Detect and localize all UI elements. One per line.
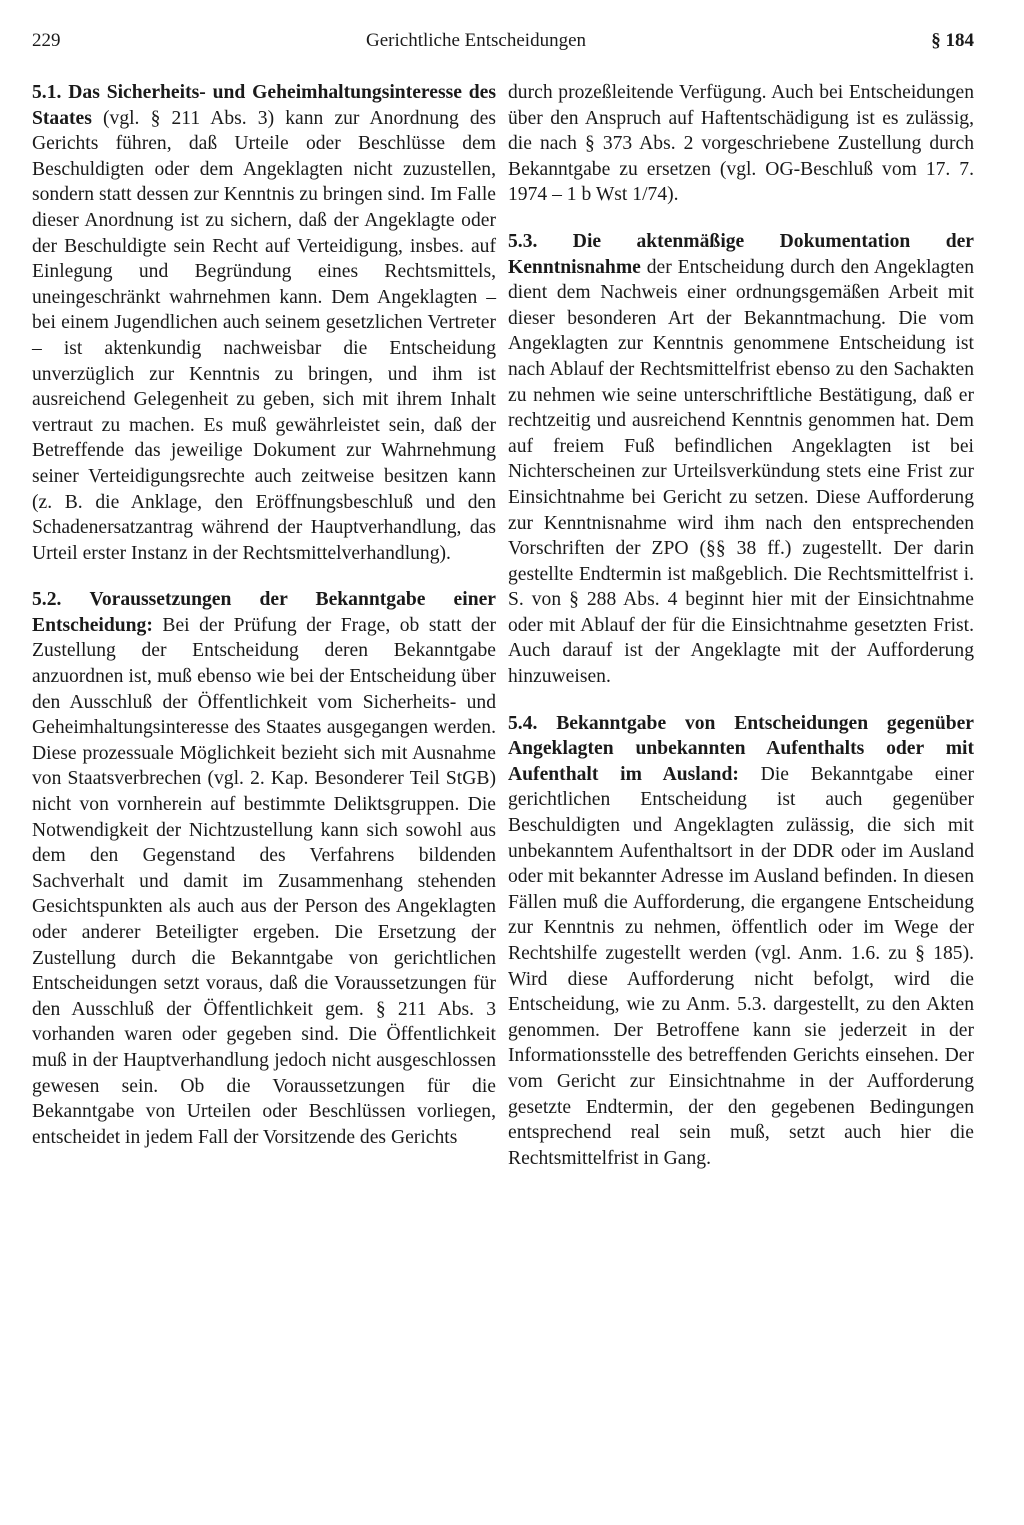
section-body: Bei der Prüfung der Frage, ob statt der Zustellung der Entscheidung deren Bekanntgabe anzuordnen ist, muß ebenso wie bei der Entscheidung über den Ausschluß der Öffentlichkeit vom Sicherheits- und Geheimhaltungsinteresse des Staates ausgegangen werden. Diese prozessuale Möglichkeit bezieht sich mit Ausnahme von Staatsverbrechen (vgl. 2. Kap. Besonderer Teil StGB) nicht von vornherein auf bestimmte Deliktsgruppen. Die Notwendigkeit der Nichtzustellung kann sich sowohl aus dem den Gegenstand des Verfahrens bildenden Sachverhalt und damit im Zusammenhang stehenden Gesichtspunkten als auch aus der Person des Angeklagten oder anderer Beteiligter ergeben. Die Ersetzung der Zustellung durch die Bekanntgabe von gerichtlichen Entscheidungen setzt voraus, daß die Voraussetzungen für den Ausschluß der Öffentlichkeit gem. § 211 Abs. 3 vorhanden waren oder gegeben sind. Die Öffentlichkeit muß in der Hauptverhandlung jedoch nicht ausgeschlossen gewesen sein. Ob die Voraussetzungen für die Bekanntgabe von Urteilen oder Beschlüssen vorliegen, entscheidet in jedem Fall der Vorsitzende des Gerichts [32, 614, 496, 1148]
section-5-1 [32, 80, 496, 566]
section-heading: Bekanntgabe von Entscheidungen gegenüber Angeklagten unbekannten Aufenthalts oder mit Aufenthalt im Ausland: [508, 712, 975, 785]
section-number: 5.3. [508, 230, 538, 252]
section-number: 5.2. [32, 589, 62, 611]
section-number: 5.4. [508, 712, 538, 734]
section-body: durch prozeßleitende Verfügung. Auch bei Entscheidungen über den Anspruch auf Haftentschädigung ist es zulässig, die nach § 373 Abs. 2 vorgeschriebene Zustellung durch Bekanntgabe zu ersetzen (vgl. OG-Beschluß vom 17. 7. 1974 – 1 b Wst 1/74). [508, 82, 974, 206]
section-body: der Entscheidung durch den Angeklagten dient dem Nachweis einer ordnungsgemäßen Arbeit mit dieser besonderen Art der Bekanntmachung. Die vom Angeklagten zur Kenntnis genommene Entscheidung ist nach Ablauf der Rechtsmittelfrist ebenso zu den Sachakten zu nehmen wie seine unterschriftliche Bestätigung, daß er rechtzeitig und ausreichend Kenntnis genommen hat. Dem auf freiem Fuß befindlichen Angeklagten ist bei Nichterscheinen zur Urteilsverkündung stets eine Frist zur Einsichtnahme bei Gericht zu setzen. Diese Aufforderung zur Kenntnisnahme wird ihm nach den entsprechenden Vorschriften der ZPO (§§ 38 ff.) zugestellt. Der darin gestellte Endtermin ist maßgeblich. Die Rechtsmittelfrist i. S. von § 288 Abs. 4 beginnt hier mit der Einsichtnahme oder mit Ablauf der für die Einsichtnahme gesetzten Frist. Auch darauf ist der Angeklagte mit der Aufforderung hinzuweisen. [508, 256, 974, 688]
section-number: 5.1. [32, 82, 62, 103]
section-body: (vgl. § 211 Abs. 3) kann zur Anordnung des Gerichts führen, daß Urteile oder Beschlüsse dem Beschuldigten oder dem Angeklagten nicht zuzustellen, sondern statt dessen zur Kenntnis zu bringen sind. Im Falle dieser Anordnung ist zu sichern, daß der Angeklagte oder der Beschuldigte sein Recht auf Verteidigung, insbes. auf Einlegung und Begründung eines Rechtsmittels, uneingeschränkt wahrnehmen kann. Dem Angeklagten – bei einem Jugendlichen auch seinem gesetzlichen Vertreter – ist aktenkundig nachweisbar die Entscheidung unverzüglich zur Kenntnis zu bringen, und ihm ist ausreichend Gelegenheit zu geben, sich mit ihrem Inhalt vertraut zu machen. Es muß gewährleistet sein, daß der Betreffende das jeweilige Dokument zur Wahrnehmung seiner Verteidigungsrechte auch zeitweise besitzen kann (z. B. die Anklage, den Eröffnungsbeschluß und den Schadenersatzantrag während der Hauptverhandlung, das Urteil erster Instanz in der Rechtsmittelverhandlung). [32, 107, 496, 564]
section-heading: Das Sicherheits- und Geheimhaltungsinteresse des Staates [32, 82, 496, 129]
section-heading: Voraussetzungen der Bekanntgabe einer Entscheidung: [32, 589, 496, 636]
section-5-2-continued [508, 80, 974, 208]
left-column [32, 80, 496, 1171]
right-column [508, 80, 974, 1192]
page-header [32, 30, 974, 64]
running-title: Gerichtliche Entscheidungen [366, 30, 587, 51]
section-mark: § 184 [931, 30, 974, 51]
section-body: Die Bekanntgabe einer gerichtlichen Entscheidung ist auch gegenüber Beschuldigten und Angeklagten zulässig, die sich mit unbekanntem Aufenthaltsort in der DDR oder im Ausland oder mit bekannter Adresse im Ausland befinden. In diesen Fällen muß die Aufforderung, die ergangene Entscheidung zur Kenntnis zu nehmen, öffentlich oder im Wege der Rechtshilfe zugestellt werden (vgl. Anm. 1.6. zu § 185). Wird diese Aufforderung nicht befolgt, wird die Entscheidung, wie zu Anm. 5.3. dargestellt, zu den Akten genommen. Der Betroffene kann sie jederzeit in der Informationsstelle des betreffenden Gerichts einsehen. Der vom Gericht zur Einsichtnahme in der Aufforderung gesetzte Endtermin, der den gegebenen Bedingungen entsprechend real sein muß, setzt auch hier die Rechtsmittelfrist in Gang. [508, 763, 974, 1169]
section-5-4 [508, 711, 974, 1172]
section-heading: Die aktenmäßige Dokumentation der Kenntnisnahme [508, 230, 974, 278]
page-number: 229 [32, 30, 61, 51]
section-5-2 [32, 587, 496, 1150]
section-5-3 [508, 229, 974, 690]
